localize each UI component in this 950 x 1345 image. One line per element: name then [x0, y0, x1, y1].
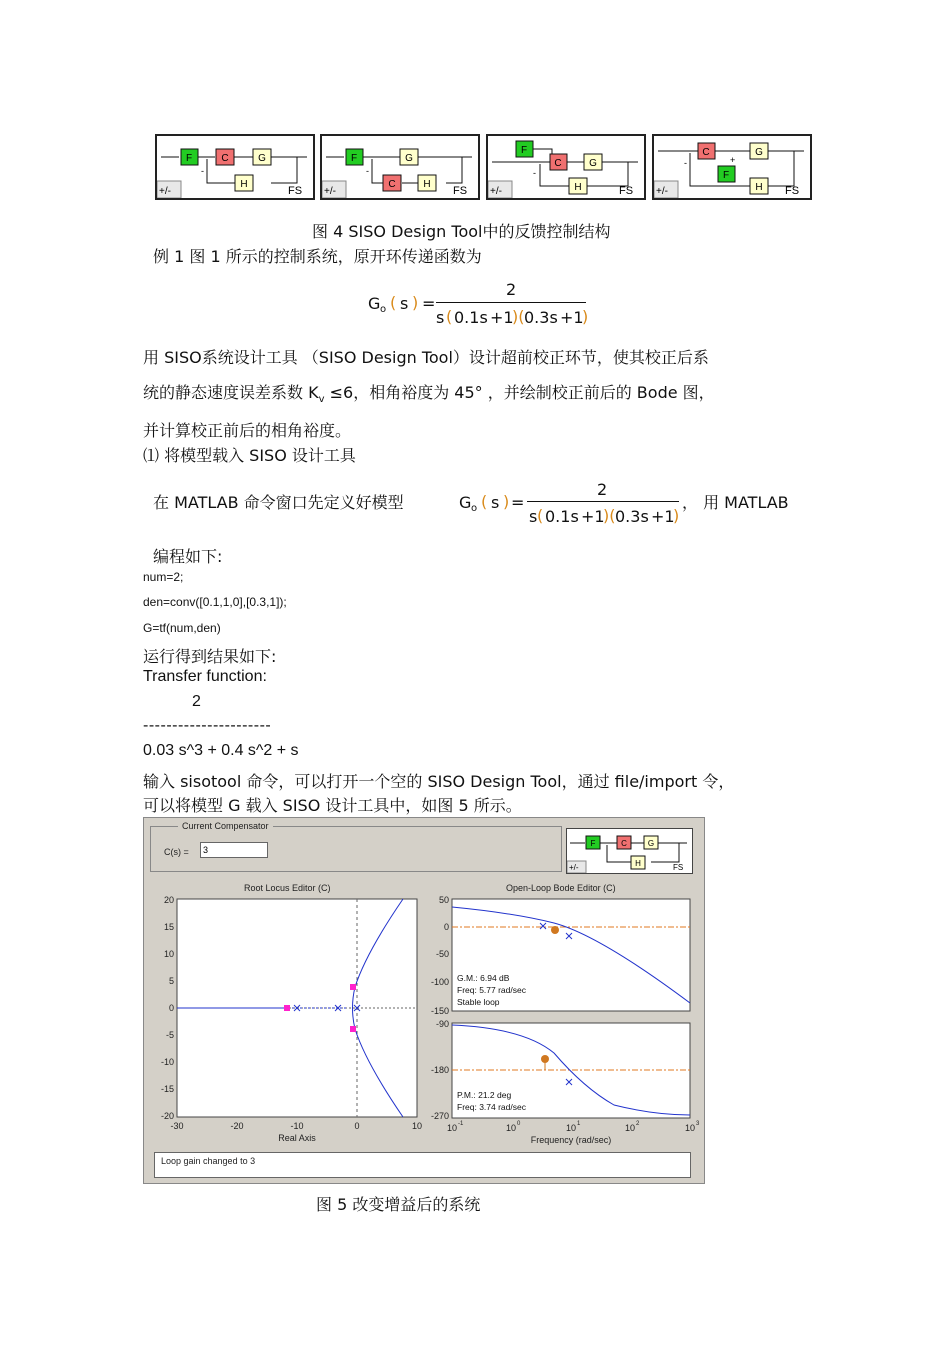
svg-text:-100: -100: [430, 977, 449, 987]
svg-text:C: C: [388, 179, 396, 190]
svg-text:20: 20: [163, 895, 174, 905]
paragraph-1-line-1: 用 SISO系统设计工具 （SISO Design Tool）设计超前校正环节，使其校正后系: [143, 348, 709, 367]
figure-5-caption: 图 5 改变增益后的系统: [316, 1195, 481, 1214]
code-line-2: den=conv([0.1,1,0],[0.3,1]);: [143, 595, 287, 609]
paragraph-2-line-2: 可以将模型 G 载入 SISO 设计工具中，如图 5 所示。: [143, 796, 522, 815]
figure-4-caption: 图 4 SISO Design Tool中的反馈控制结构: [312, 222, 611, 241]
svg-text:10: 10: [684, 1123, 696, 1133]
svg-text:-: -: [201, 166, 204, 176]
svg-text:-: -: [684, 158, 687, 168]
status-bar: [154, 1152, 691, 1178]
svg-text:G: G: [755, 147, 763, 158]
svg-text:Freq: 3.74 rad/sec: Freq: 3.74 rad/sec: [457, 1102, 526, 1112]
svg-text:C: C: [221, 153, 229, 164]
svg-text:G: G: [405, 153, 413, 164]
svg-text:FS: FS: [453, 185, 468, 197]
svg-text:0: 0: [517, 1121, 521, 1127]
svg-text:C: C: [621, 839, 627, 848]
svg-text:H: H: [635, 859, 641, 868]
feedback-diagram-3: [486, 134, 646, 200]
svg-text:Freq: 5.77 rad/sec: Freq: 5.77 rad/sec: [457, 985, 526, 995]
transfer-function-formula-1: G o ( s ) = 2 s ( 0.1s +1 )( 0.3s +1 ): [368, 280, 589, 327]
svg-text:-10: -10: [160, 1057, 174, 1067]
svg-text:10: 10: [411, 1121, 423, 1131]
svg-text:+/-: +/-: [569, 863, 579, 872]
svg-text:10: 10: [624, 1123, 636, 1133]
status-text: Loop gain changed to 3: [161, 1156, 256, 1166]
run-result-text: 运行得到结果如下:: [143, 647, 277, 666]
svg-text:F: F: [350, 153, 358, 164]
svg-text:FS: FS: [673, 863, 684, 872]
svg-text:5: 5: [168, 976, 174, 986]
mini-feedback-diagram[interactable]: [566, 828, 693, 874]
tf-fraction-bar: ----------------------: [143, 717, 272, 734]
current-compensator-title: Current Compensator: [178, 821, 273, 831]
feedback-diagram-4: [652, 134, 812, 200]
step-1-heading: ⑴ 将模型载入 SISO 设计工具: [143, 446, 356, 465]
svg-text:H: H: [574, 182, 582, 193]
svg-text:Stable loop: Stable loop: [457, 997, 500, 1007]
svg-text:+/-: +/-: [656, 186, 668, 197]
transfer-function-formula-2: G o ( s ) = 2 s ( 0.1s +1 )( 0.3s +1 ): [459, 480, 680, 526]
svg-text:H: H: [423, 179, 431, 190]
svg-text:-15: -15: [160, 1084, 174, 1094]
svg-text:-150: -150: [430, 1006, 449, 1016]
example-intro: 例 1 图 1 所示的控制系统，原开环传递函数为: [153, 247, 482, 266]
svg-text:-: -: [366, 166, 369, 176]
svg-text:-20: -20: [230, 1121, 244, 1131]
svg-text:-50: -50: [435, 949, 449, 959]
svg-text:-20: -20: [160, 1111, 174, 1121]
svg-text:F: F: [520, 145, 528, 156]
svg-text:1: 1: [577, 1121, 581, 1127]
svg-text:0: 0: [168, 1003, 174, 1013]
svg-text:F: F: [722, 170, 730, 181]
svg-text:10: 10: [446, 1123, 458, 1133]
svg-text:G.M.: 6.94 dB: G.M.: 6.94 dB: [457, 973, 510, 983]
svg-text:10: 10: [505, 1123, 517, 1133]
feedback-diagram-2: [320, 134, 480, 200]
svg-text:G: G: [589, 158, 597, 169]
svg-text:C: C: [554, 158, 562, 169]
svg-text:P.M.: 21.2 deg: P.M.: 21.2 deg: [457, 1090, 512, 1100]
cs-label: C(s) =: [164, 847, 189, 857]
svg-text:-180: -180: [430, 1065, 449, 1075]
svg-text:G: G: [647, 839, 655, 848]
diagram-pm-label: +/-: [159, 186, 171, 197]
svg-text:2: 2: [636, 1121, 640, 1127]
svg-text:-30: -30: [170, 1121, 184, 1131]
paragraph-1-line-3: 并计算校正前后的相角裕度。: [143, 421, 352, 440]
paragraph-1-line-2: 统的静态速度误差系数 $K_v \le 6$，相角裕度为 45° ，并绘制校正前后的 Bode 图，: [143, 383, 715, 406]
feedback-diagram-1: [155, 134, 315, 200]
svg-text:F: F: [185, 153, 193, 164]
svg-text:-: -: [533, 168, 536, 178]
code-line-3: G=tf(num,den): [143, 621, 221, 635]
svg-text:H: H: [240, 179, 248, 190]
svg-text:15: 15: [163, 922, 174, 932]
svg-text:FS: FS: [288, 185, 303, 197]
svg-text:10: 10: [163, 949, 174, 959]
svg-text:+/-: +/-: [324, 186, 336, 197]
svg-text:-270: -270: [430, 1111, 449, 1121]
define-model-text-end: ， 用 MATLAB: [682, 493, 789, 512]
svg-text:-10: -10: [290, 1121, 304, 1131]
code-line-1: num=2;: [143, 570, 184, 584]
svg-text:F: F: [590, 839, 596, 848]
svg-text:0: 0: [443, 922, 449, 932]
svg-text:H: H: [755, 182, 763, 193]
svg-text:3: 3: [696, 1121, 700, 1127]
siso-tool-screenshot: [143, 817, 705, 1184]
program-intro: 编程如下:: [153, 547, 223, 566]
bode-title: Open-Loop Bode Editor (C): [506, 883, 616, 893]
paragraph-2-line-1: 输入 sisotool 命令，可以打开一个空的 SISO Design Tool，通过 file/import 令，: [143, 772, 735, 791]
svg-text:0: 0: [354, 1121, 360, 1131]
tf-numerator: 2: [192, 693, 201, 710]
svg-text:10: 10: [565, 1123, 577, 1133]
root-locus-title: Root Locus Editor (C): [244, 883, 331, 893]
tf-label: Transfer function:: [143, 668, 267, 685]
svg-text:+/-: +/-: [490, 186, 502, 197]
svg-text:-90: -90: [435, 1019, 449, 1029]
svg-text:G: G: [258, 153, 266, 164]
define-model-text: 在 MATLAB 命令窗口先定义好模型: [153, 493, 404, 512]
compensator-input[interactable]: [200, 842, 268, 858]
root-locus-plot[interactable]: [144, 893, 424, 1153]
svg-text:C: C: [702, 147, 710, 158]
bode-plot[interactable]: [424, 893, 704, 1153]
tf-denominator: 0.03 s^3 + 0.4 s^2 + s: [143, 742, 299, 759]
svg-text:-1: -1: [458, 1121, 464, 1127]
svg-text:FS: FS: [619, 185, 634, 197]
svg-text:FS: FS: [785, 185, 800, 197]
svg-text:-5: -5: [165, 1030, 174, 1040]
svg-text:Frequency (rad/sec): Frequency (rad/sec): [530, 1135, 612, 1145]
svg-text:+: +: [730, 155, 736, 165]
svg-text:Real Axis: Real Axis: [278, 1133, 316, 1143]
svg-text:50: 50: [438, 895, 449, 905]
